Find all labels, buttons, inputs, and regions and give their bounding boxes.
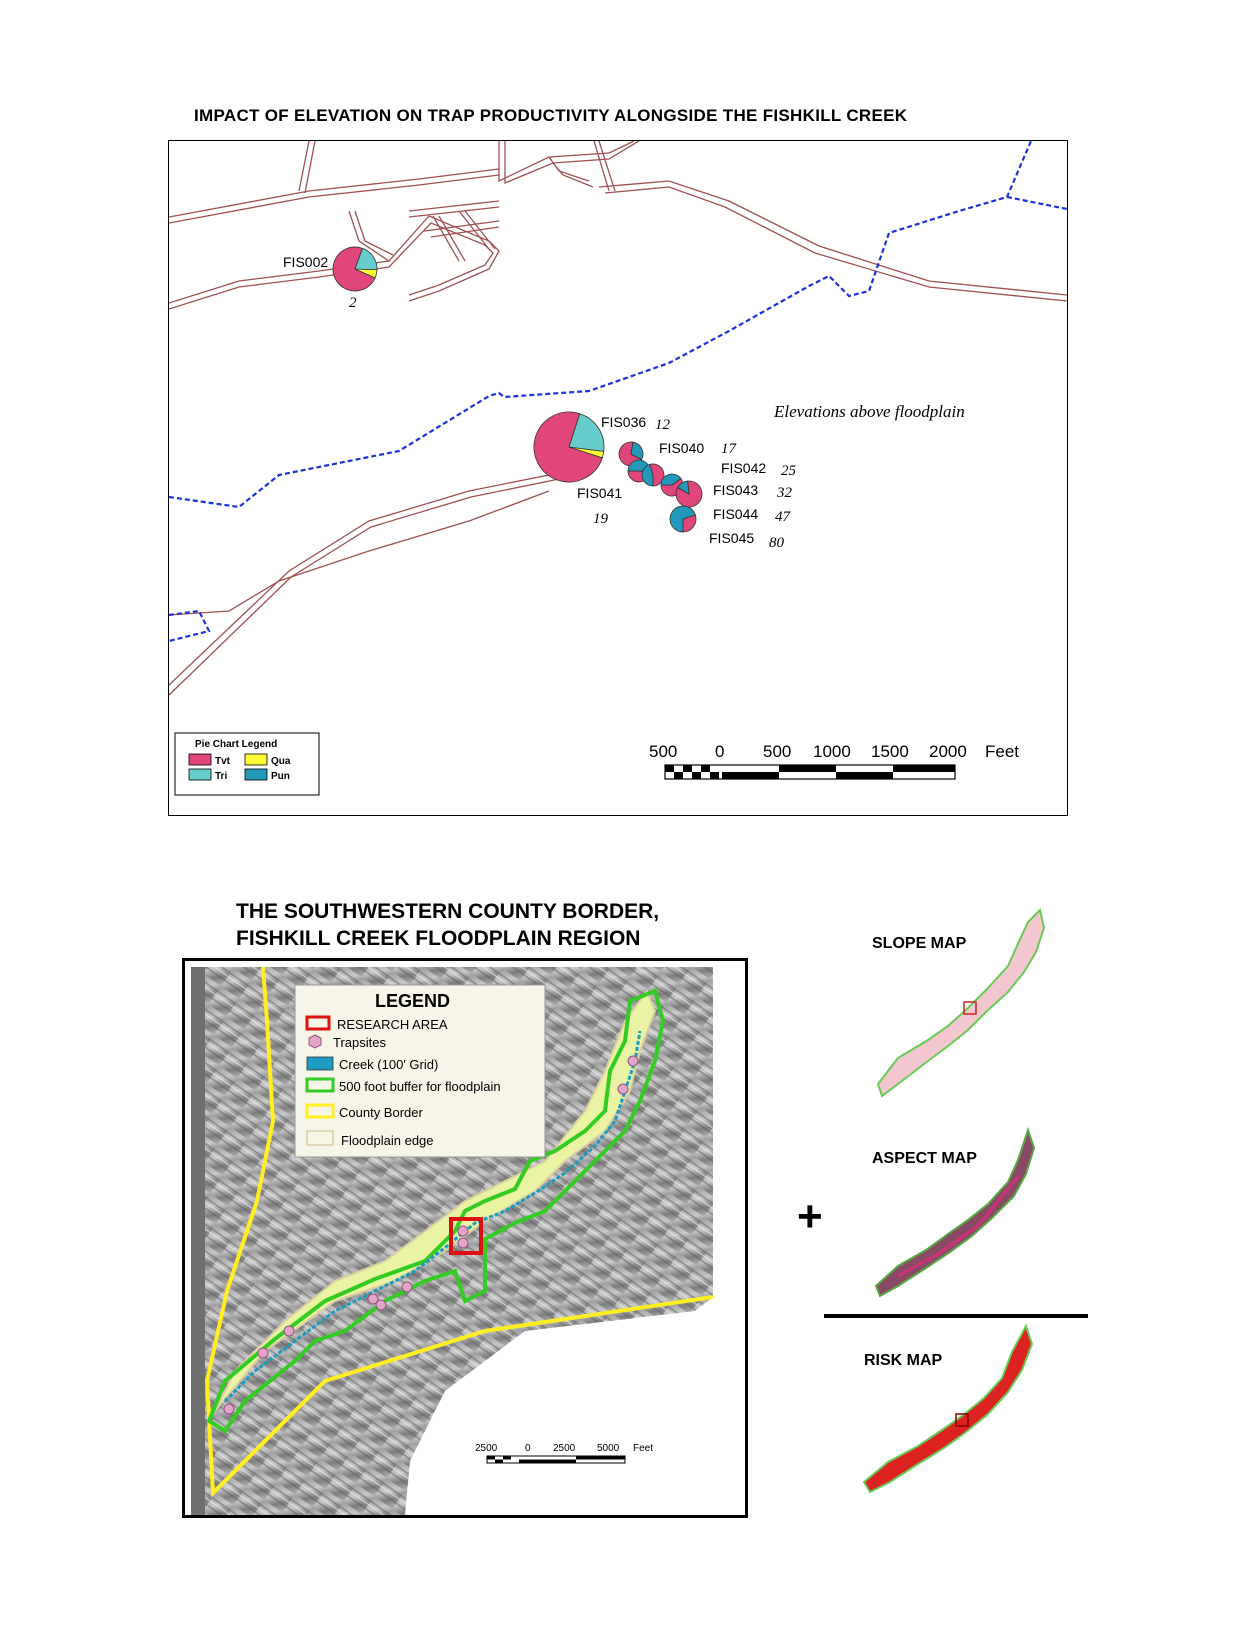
trapsite-marker — [628, 1056, 638, 1066]
legend-swatch-qua — [245, 754, 267, 765]
trapsite-marker — [618, 1084, 628, 1094]
scale-tick-5: 2000 — [929, 742, 967, 761]
bottom-scale-tick-1: 0 — [525, 1443, 531, 1454]
site-elev-fis043: 32 — [777, 485, 792, 501]
sum-separator-line — [824, 1314, 1088, 1318]
site-label-fis043: FIS043 — [713, 482, 759, 498]
risk-map-label: RISK MAP — [864, 1352, 943, 1369]
bottom-scale-tick-2: 2500 — [553, 1443, 576, 1454]
pie-charts — [333, 247, 705, 532]
aspect-map-image — [868, 1126, 1048, 1302]
bottom-scale-tick-3: 5000 — [597, 1443, 620, 1454]
site-label-fis040: FIS040 — [659, 440, 705, 456]
trapsite-marker — [458, 1226, 468, 1236]
trapsite-marker — [402, 1282, 412, 1292]
legend-label-buffer: 500 foot buffer for floodplain — [339, 1079, 501, 1094]
trapsite-marker — [376, 1300, 386, 1310]
trapsite-marker — [284, 1326, 294, 1336]
floodplain-map-canvas — [185, 961, 745, 1515]
pie-fis045 — [670, 506, 696, 532]
site-elev-fis042: 25 — [781, 463, 796, 479]
legend-swatch-tvt — [189, 754, 211, 765]
site-elev-fis036: 12 — [655, 417, 670, 433]
legend-label-pun: Pun — [271, 771, 290, 782]
legend-swatch-creek — [307, 1057, 333, 1070]
pie-fis044 — [676, 481, 702, 507]
site-label-fis042: FIS042 — [721, 460, 767, 476]
slope-map-label: SLOPE MAP — [872, 935, 967, 952]
legend-label-qua: Qua — [271, 756, 291, 767]
creek — [169, 141, 1067, 641]
legend-label-tri: Tri — [215, 771, 228, 782]
bottom-map-title — [236, 898, 659, 952]
plus-symbol: + — [797, 1192, 823, 1241]
trap-productivity-map — [168, 140, 1068, 816]
site-label-fis044: FIS044 — [713, 506, 759, 522]
bottom-legend-title: LEGEND — [375, 991, 451, 1011]
legend-label-research-area: RESEARCH AREA — [337, 1017, 448, 1032]
top-scale-bar — [649, 742, 1019, 779]
elevation-note: Elevations above floodplain — [774, 402, 965, 421]
pie-fis002 — [333, 247, 377, 291]
legend-label-floodplain-edge: Floodplain edge — [341, 1133, 434, 1148]
pie-fis042 — [642, 464, 664, 486]
site-label-fis002: FIS002 — [283, 254, 329, 270]
legend-swatch-pun — [245, 769, 267, 780]
site-elev-fis045: 80 — [769, 535, 784, 551]
trapsite-marker — [258, 1348, 268, 1358]
site-labels — [283, 254, 965, 551]
site-label-fis041: FIS041 — [577, 485, 623, 501]
site-label-fis045: FIS045 — [709, 530, 755, 546]
bottom-scale-unit: Feet — [633, 1443, 654, 1454]
site-elev-fis041: 19 — [593, 511, 608, 527]
pie-fis036 — [534, 412, 604, 482]
floodplain-region-map — [182, 958, 748, 1518]
terrain-left-edge — [191, 967, 205, 1515]
risk-map-image — [858, 1322, 1048, 1498]
site-elev-fis002: 2 — [349, 295, 357, 311]
bottom-map-title-line1: THE SOUTHWESTERN COUNTY BORDER, — [236, 900, 660, 923]
scale-unit: Feet — [985, 742, 1020, 761]
trapsite-marker — [458, 1238, 468, 1248]
legend-label-tvt: Tvt — [215, 756, 230, 767]
bottom-legend — [295, 985, 545, 1157]
legend-swatch-tri — [189, 769, 211, 780]
scale-tick-3: 1000 — [813, 742, 851, 761]
aspect-map-label: ASPECT MAP — [872, 1150, 977, 1167]
scale-tick-2: 500 — [763, 742, 792, 761]
legend-label-county-border: County Border — [339, 1105, 423, 1120]
legend-label-creek: Creek (100' Grid) — [339, 1057, 439, 1072]
legend-swatch-trapsites — [309, 1035, 321, 1048]
scale-tick-0: 500 — [649, 742, 678, 761]
pie-legend — [175, 733, 319, 795]
site-elev-fis040: 17 — [721, 441, 736, 457]
legend-label-trapsites: Trapsites — [333, 1035, 386, 1050]
site-label-fis036: FIS036 — [601, 414, 647, 430]
scale-tick-1: 0 — [715, 742, 725, 761]
bottom-scale-bar — [475, 1443, 653, 1463]
slope-map-image — [868, 908, 1048, 1104]
bottom-map-title-line2: FISHKILL CREEK FLOODPLAIN REGION — [236, 927, 641, 950]
scale-tick-4: 1500 — [871, 742, 909, 761]
bottom-scale-tick-0: 2500 — [475, 1443, 498, 1454]
site-elev-fis044: 47 — [775, 509, 790, 525]
top-map-title: IMPACT OF ELEVATION ON TRAP PRODUCTIVITY ALONGSIDE THE FISHKILL CREEK — [194, 106, 908, 125]
trapsite-marker — [224, 1404, 234, 1414]
trap-map-canvas — [169, 141, 1067, 815]
pie-legend-title: Pie Chart Legend — [195, 739, 278, 750]
